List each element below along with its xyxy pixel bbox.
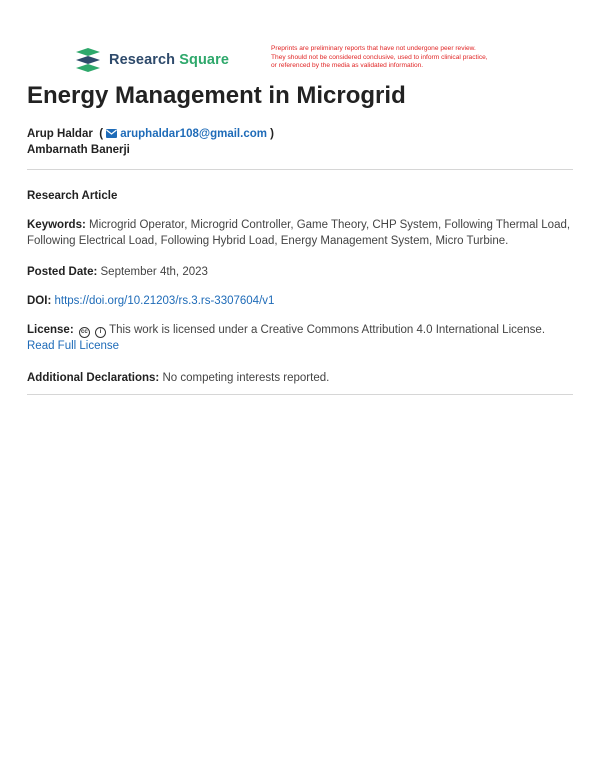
logo-word-square: Square	[179, 52, 229, 68]
author-email-link[interactable]	[106, 128, 270, 140]
keywords-label: Keywords:	[27, 219, 86, 231]
research-square-logo[interactable]	[74, 48, 229, 72]
declarations-value: No competing interests reported.	[162, 372, 330, 384]
article-type: Research Article	[27, 190, 118, 202]
keywords-section	[27, 217, 573, 249]
posted-date-label: Posted Date:	[27, 266, 98, 278]
logo-wordmark	[109, 52, 229, 68]
author-row	[27, 142, 274, 158]
logo-word-research: Research	[109, 52, 176, 68]
author-name: Arup Haldar	[27, 128, 93, 140]
author-email: aruphaldar108@gmail.com	[120, 128, 267, 140]
license-text: This work is licensed under a Creative Commons Attribution 4.0 International License.	[109, 324, 546, 336]
page-title: Energy Management in Microgrid	[27, 82, 406, 109]
author-name: Ambarnath Banerji	[27, 144, 130, 156]
posted-date-section	[27, 264, 573, 280]
envelope-icon	[106, 129, 117, 138]
keywords-value: Microgrid Operator, Microgrid Controller, Game Theory, CHP System, Following Thermal Load, Following Electrical Load, Following Hybrid Load, Energy Management System, Micro Turbine.	[27, 219, 571, 247]
posted-date-value: September 4th, 2023	[100, 266, 208, 278]
declarations-section	[27, 370, 573, 386]
cc-icon: cc	[79, 327, 90, 338]
declarations-label: Additional Declarations:	[27, 372, 160, 384]
bottom-divider	[27, 394, 573, 395]
author-row: Arup Haldar ( aruphaldar108@gmail.com )	[27, 128, 275, 140]
top-divider	[27, 169, 573, 170]
doi-section	[27, 293, 573, 309]
read-full-license-link[interactable]: Read Full License	[27, 340, 120, 352]
by-icon: i	[95, 327, 106, 338]
research-square-logo-icon	[74, 48, 102, 72]
doi-link[interactable]: https://doi.org/10.21203/rs.3.rs-3307604/v1	[54, 295, 275, 307]
author-list	[27, 126, 274, 158]
license-section	[27, 322, 573, 354]
license-label: License:	[27, 324, 74, 336]
preprint-disclaimer: Preprints are preliminary reports that have not undergone peer review. They should not be considered conclusive, used to inform clinical practice, or referenced by the media as validated information.	[271, 45, 488, 70]
doi-label: DOI:	[27, 295, 52, 307]
